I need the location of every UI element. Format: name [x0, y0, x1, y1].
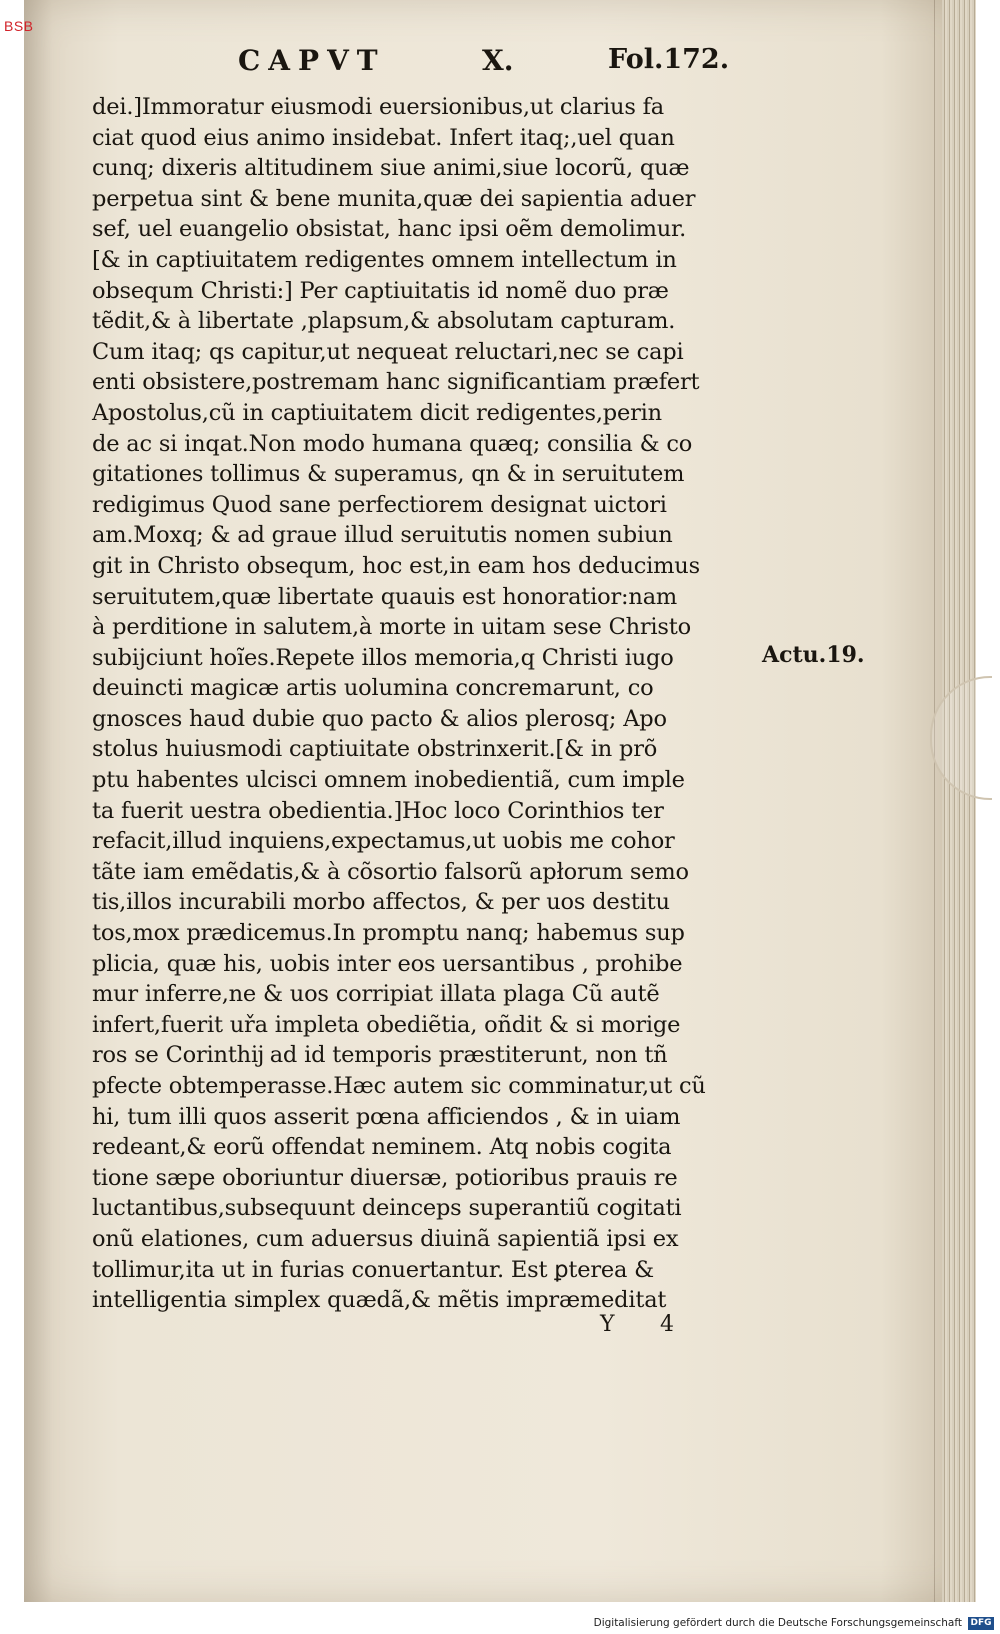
text-line: ta fuerit uestra obedientia.]Hoc loco Corinthios ter: [92, 797, 664, 824]
text-line: ros se Corinthĳ ad id temporis præstiterunt, non tñ: [92, 1042, 668, 1069]
library-watermark: BSB: [4, 18, 34, 34]
text-line: git in Christo obsequm, hoc est,in eam hos deducimus: [92, 552, 700, 579]
text-line: luctantibus,subsequunt deinceps superantiũ cogitati: [92, 1195, 682, 1222]
text-line: obsequm Christi:] Per captiuitatis id nomẽ duo præ: [92, 277, 669, 304]
text-line: tis,illos incurabili morbo affectos, & per uos destitu: [92, 889, 670, 916]
text-line: redeant,& eorũ offendat neminem. Atq nobis cogita: [92, 1134, 672, 1161]
text-line: tẽdit,& à libertate ,plapsum,& absolutam capturam.: [92, 308, 676, 335]
text-line: ptu habentes ulcisci omnem inobedientiã, cum imple: [92, 767, 685, 794]
text-line: cunq; dixeris altitudinem siue animi,siue locorũ, quæ: [92, 155, 690, 182]
text-line: Cum itaq; qs capitur,ut nequeat reluctari,nec se capi: [92, 338, 684, 365]
text-line: onũ elationes, cum aduersus diuinã sapientiã ipsi ex: [92, 1225, 679, 1252]
text-line: plicia, quæ his, uobis inter eos uersantibus , prohibe: [92, 950, 683, 977]
text-line: seruitutem,quæ libertate quauis est honoratior:nam: [92, 583, 678, 610]
running-header: [230, 44, 770, 84]
body-text: [92, 92, 762, 1316]
text-line: redigimus Quod sane perfectiorem designat uictori: [92, 491, 667, 518]
text-line: pfecte obtemperasse.Hæc autem sic comminatur,ut cũ: [92, 1073, 706, 1099]
text-line: intelligentia simplex quædã,& mẽtis impræmeditat: [92, 1287, 667, 1314]
text-line: Apostolus,cũ in captiuitatem dicit redigentes,perin: [92, 399, 662, 426]
text-line: hi, tum illi quos asserit pœna afficiendos , & in uiam: [92, 1103, 681, 1130]
text-line: tollimur,ita ut in furias conuertantur. Est ꝑterea &: [92, 1256, 654, 1283]
header-folio: Fol.172.: [608, 44, 730, 75]
text-line: tos,mox prædicemus.In promptu nanq; habemus sup: [92, 920, 685, 947]
text-line: stolus huiusmodi captiuitate obstrinxerit.[& in prõ: [92, 736, 658, 763]
header-caput: CAPVT: [238, 44, 386, 77]
text-line: tione sæpe oboriuntur diuersæ, potioribus prauis re: [92, 1164, 678, 1191]
header-chapter-number: X.: [482, 44, 514, 77]
text-line: à perditione in salutem,à morte in uitam sese Christo: [92, 614, 691, 641]
page-edge-line: [934, 0, 935, 1602]
text-line: ciat quod eius animo insidebat. Infert itaq;,uel quan: [92, 124, 675, 151]
text-line: gitationes tollimus & superamus, qn & in seruitutem: [92, 461, 685, 488]
text-line: perpetua sint & bene munita,quæ dei sapientia aduer: [92, 185, 696, 212]
text-line: dei.]Immoratur eiusmodi euersionibus,ut clarius fa: [92, 94, 664, 120]
page-stack-edge: [942, 0, 976, 1602]
signature-number: 4: [660, 1312, 674, 1337]
text-line: subijciunt hoĩes.Repete illos memoria,q Christi iugo: [92, 644, 674, 671]
dfg-logo-icon: DFG: [968, 1617, 994, 1630]
text-line: gnosces haud dubie quo pacto & alios plerosq; Apo: [92, 705, 667, 732]
text-line: [& in captiuitatem redigentes omnem intellectum in: [92, 246, 677, 273]
text-line: sef, uel euangelio obsistat, hanc ipsi oẽm demolimur.: [92, 216, 687, 243]
margin-note: Actu.19.: [762, 642, 865, 668]
text-line: mur inferre,ne & uos corripiat illata plaga Cũ autẽ: [92, 981, 660, 1008]
footer-credit: Digitalisierung gefördert durch die Deutsche Forschungsgemeinschaft: [593, 1617, 962, 1629]
text-line: de ac si inqat.Non modo humana quæq; consilia & co: [92, 430, 693, 457]
text-line: am.Moxq; & ad graue illud seruitutis nomen subiun: [92, 522, 673, 549]
text-line: refacit,illud inquiens,expectamus,ut uobis me cohor: [92, 828, 675, 855]
text-line: deuincti magicæ artis uolumina concremarunt, co: [92, 675, 654, 702]
text-line: infert,fuerit uřa impleta obediẽtia, oñdit & si morige: [92, 1011, 681, 1038]
text-line: enti obsistere,postremam hanc significantiam præfert: [92, 369, 700, 396]
footer-bar: [0, 1614, 1000, 1634]
text-line: tãte iam emẽdatis,& à cõsortio falsorũ apłorum semo: [92, 858, 689, 885]
signature-letter: Y: [600, 1312, 615, 1337]
